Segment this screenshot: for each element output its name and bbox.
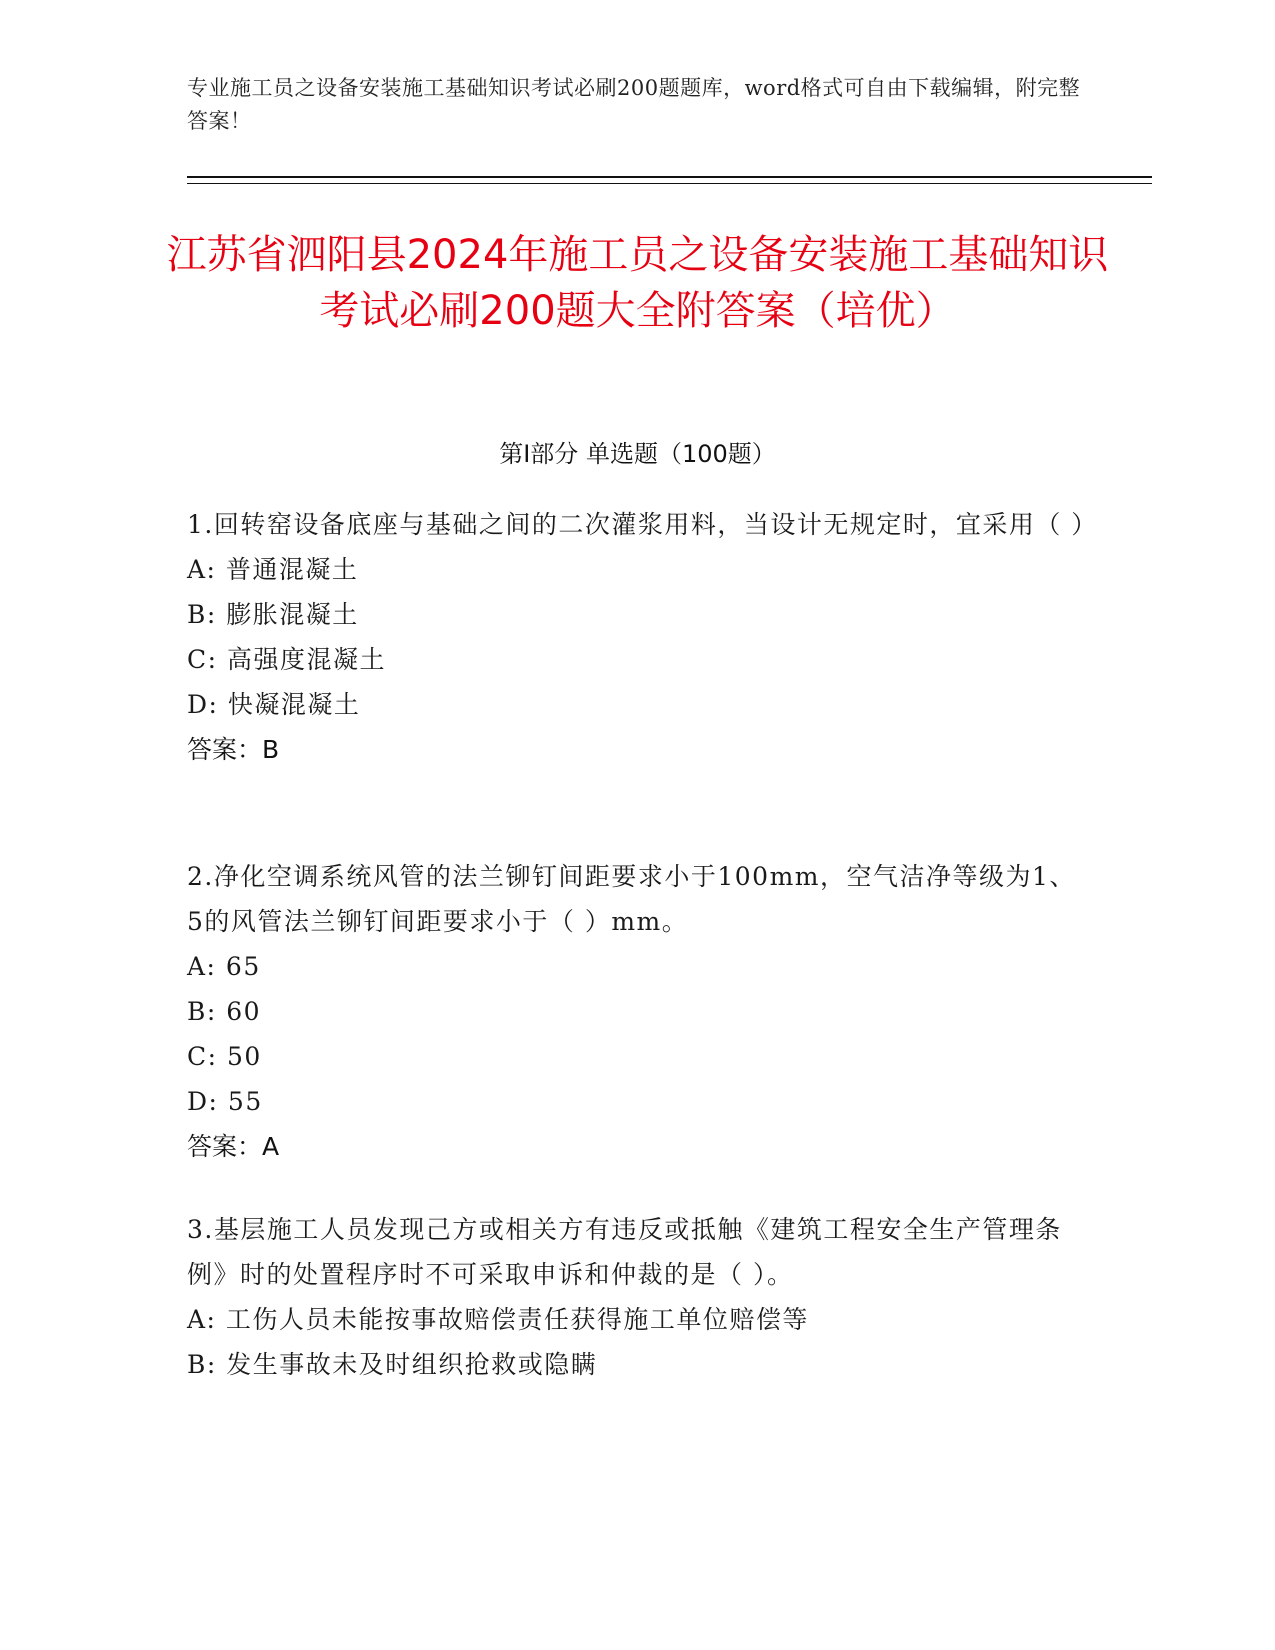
option-a: A: 65 xyxy=(187,952,261,981)
question-2 xyxy=(187,854,1087,1169)
header-rule-thin xyxy=(187,183,1152,184)
option-a: A: 工伤人员未能按事故赔偿责任获得施工单位赔偿等 xyxy=(187,1305,809,1334)
question-stem: 3.基层施工人员发现己方或相关方有违反或抵触《建筑工程安全生产管理条例》时的处置程序时不可采取申诉和仲裁的是（ ）。 xyxy=(187,1215,1062,1289)
option-b: B: 60 xyxy=(187,997,262,1026)
option-c: C: 50 xyxy=(187,1042,262,1071)
answer: 答案：B xyxy=(187,735,280,764)
header-rule-thick xyxy=(187,176,1152,178)
question-1 xyxy=(187,502,1098,772)
document-title: 江苏省泗阳县2024年施工员之设备安装施工基础知识考试必刷200题大全附答案（培优） xyxy=(166,232,1109,334)
option-b: B: 发生事故未及时组织抢救或隐瞒 xyxy=(187,1350,598,1379)
section-title: 第Ⅰ部分 单选题（100题） xyxy=(499,440,776,468)
header-note: 专业施工员之设备安装施工基础知识考试必刷200题题库，word格式可自由下载编辑，附完整答案！ xyxy=(187,76,1081,133)
option-d: D: 快凝混凝土 xyxy=(187,690,361,719)
option-b: B: 膨胀混凝土 xyxy=(187,600,359,629)
option-c: C: 高强度混凝土 xyxy=(187,645,386,674)
question-stem: 2.净化空调系统风管的法兰铆钉间距要求小于100mm，空气洁净等级为1、5的风管法兰铆钉间距要求小于（ ）mm。 xyxy=(187,862,1076,936)
question-3 xyxy=(187,1207,1087,1387)
question-stem: 1.回转窑设备底座与基础之间的二次灌浆用料，当设计无规定时，宜采用（ ） xyxy=(187,510,1098,539)
answer: 答案：A xyxy=(187,1132,280,1161)
option-a: A: 普通混凝土 xyxy=(187,555,359,584)
option-d: D: 55 xyxy=(187,1087,263,1116)
